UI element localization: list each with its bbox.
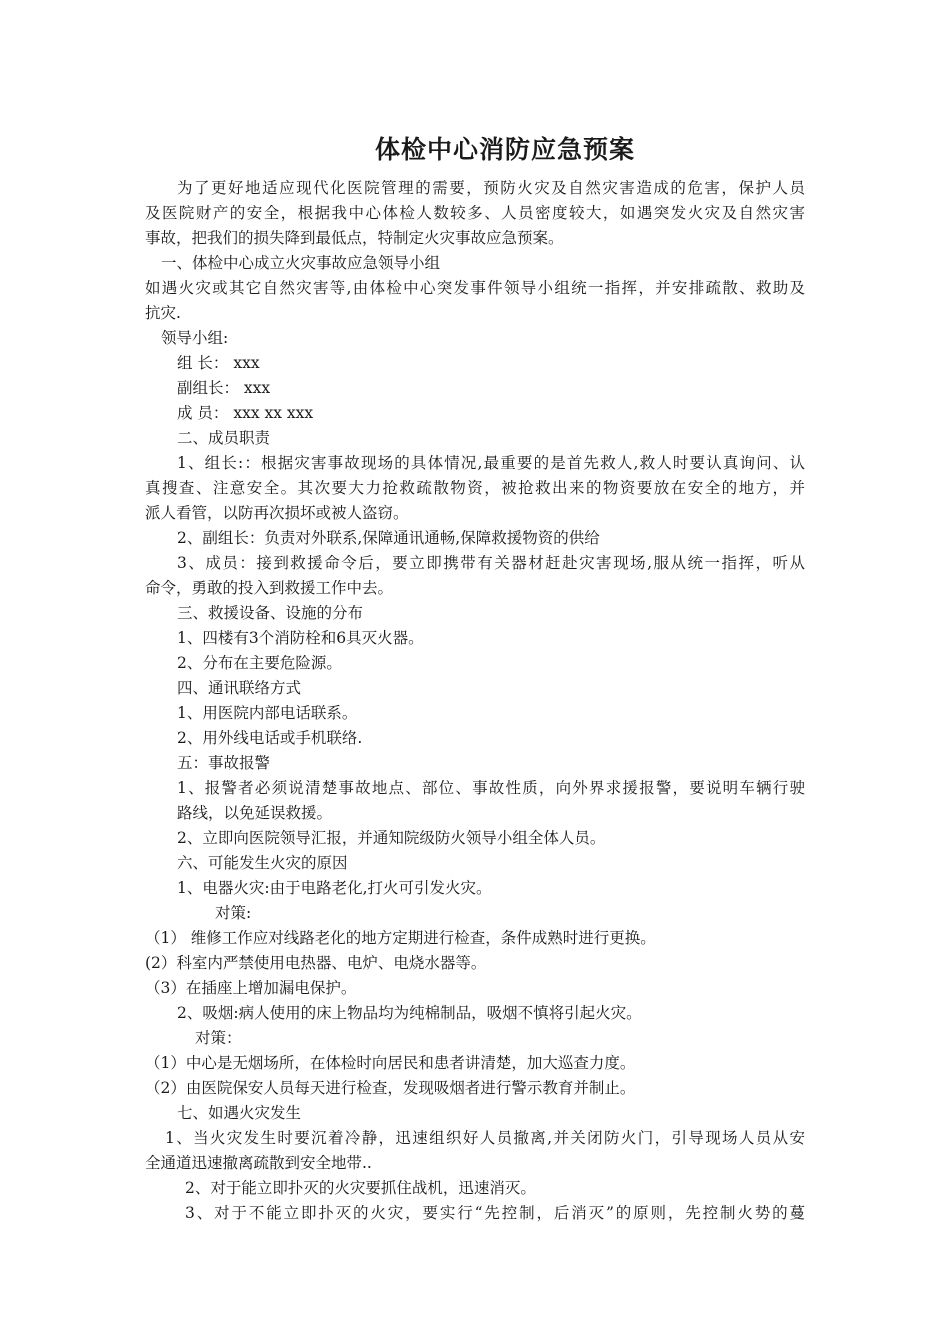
list-item: （1） 维修工作应对线路老化的地方定期进行检查，条件成熟时进行更换。 [145,929,656,947]
paragraph-line: 1、当火灾发生时要沉着冷静，迅速组织好人员撤离,并关闭防火门，引导现场人员从安 [165,1129,805,1147]
group-member: 成 员： xxx xx xxx [177,404,314,422]
group-member: 副组长： xxx [177,379,271,397]
paragraph-line: 1、电器火灾:由于电路老化,打火可引发火灾。 [177,879,492,897]
paragraph-line: 2、用外线电话或手机联络. [177,729,363,747]
paragraph-line: 及医院财产的安全，根据我中心体检人数较多、人员密度较大，如遇突发火灾及自然灾害 [145,204,805,222]
paragraph-line: 派人看管，以防再次损坏或被人盗窃。 [145,504,409,522]
paragraph-line: 1、四楼有3个消防栓和6具灭火器。 [177,629,424,647]
list-item: （2）由医院保安人员每天进行检查，发现吸烟者进行警示教育并制止。 [145,1079,636,1097]
paragraph-line: 命令，勇敢的投入到救援工作中去。 [145,579,394,597]
section-heading: 五：事故报警 [177,754,271,772]
section-heading: 二、成员职责 [177,429,271,447]
list-item: (2）科室内严禁使用电热器、电炉、电烧水器等。 [145,954,487,972]
paragraph-line: 抗灾. [145,304,181,322]
group-member: 组 长： xxx [177,354,260,372]
paragraph-line: 2、吸烟:病人使用的床上物品均为纯棉制品，吸烟不慎将引起火灾。 [177,1004,642,1022]
section-heading: 三、救援设备、设施的分布 [177,604,364,622]
paragraph-line: 1、用医院内部电话联系。 [177,704,358,722]
paragraph-line: 1、报警者必须说清楚事故地点、部位、事故性质，向外界求援报警，要说明车辆行驶 [177,779,805,797]
paragraph-line: 1、组长:：根据灾害事故现场的具体情况,最重要的是首先救人,救人时要认真询问、认 [177,454,805,472]
document-title: 体检中心消防应急预案 [374,135,635,164]
group-label: 领导小组: [161,329,229,347]
paragraph-line: 2、立即向医院领导汇报，并通知院级防火领导小组全体人员。 [177,829,606,847]
section-heading: 六、可能发生火灾的原因 [177,854,348,872]
paragraph-line: 路线，以免延误救援。 [177,804,333,822]
paragraph-line: 为了更好地适应现代化医院管理的需要，预防火灾及自然灾害造成的危害，保护人员 [177,179,805,197]
section-heading: 一、体检中心成立火灾事故应急领导小组 [161,254,441,272]
countermeasure-label: 对策: [215,904,252,922]
paragraph-line: 如遇火灾或其它自然灾害等,由体检中心突发事件领导小组统一指挥，并安排疏散、救助及 [145,279,805,297]
paragraph-line: 3、成员：接到救援命令后，要立即携带有关器材赶赴灾害现场,服从统一指挥，听从 [177,554,805,572]
list-item: （3）在插座上增加漏电保护。 [145,979,357,997]
section-heading: 四、通讯联络方式 [177,679,302,697]
list-item: （1）中心是无烟场所，在体检时向居民和患者讲清楚，加大巡查力度。 [145,1054,636,1072]
paragraph-line: 2、对于能立即扑灭的火灾要抓住战机，迅速消灭。 [185,1179,536,1197]
section-heading: 七、如遇火灾发生 [177,1104,302,1122]
paragraph-line: 全通道迅速撤离疏散到安全地带.. [145,1154,372,1172]
paragraph-line: 事故，把我们的损失降到最低点，特制定火灾事故应急预案。 [145,229,564,247]
paragraph-line: 2、副组长：负责对外联系,保障通讯通畅,保障救援物资的供给 [177,529,600,547]
countermeasure-label: 对策： [195,1029,242,1047]
paragraph-line: 2、分布在主要危险源。 [177,654,342,672]
paragraph-line: 真搜查、注意安全。其次要大力抢救疏散物资，被抢救出来的物资要放在安全的地方，并 [145,479,805,497]
paragraph-line: 3、对于不能立即扑灭的火灾，要实行“先控制，后消灭”的原则，先控制火势的蔓 [185,1204,805,1222]
